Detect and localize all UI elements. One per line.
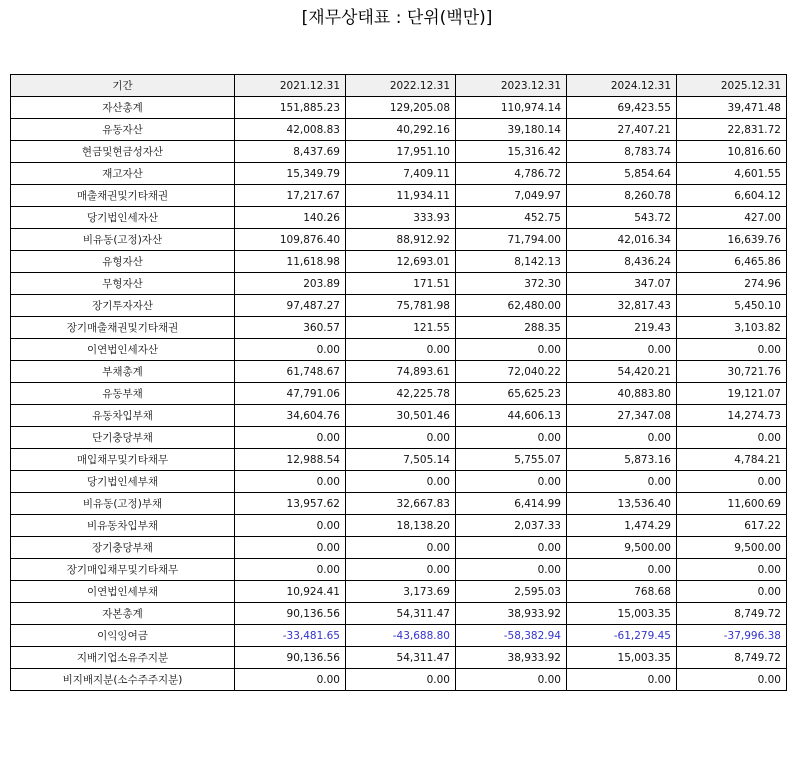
value-cell: 543.72 bbox=[567, 207, 677, 229]
value-cell: 54,420.21 bbox=[567, 361, 677, 383]
value-cell: 71,794.00 bbox=[456, 229, 567, 251]
row-label: 유동부채 bbox=[11, 383, 235, 405]
table-row bbox=[11, 427, 787, 449]
value-cell: 12,988.54 bbox=[235, 449, 346, 471]
balance-sheet-table bbox=[10, 74, 787, 691]
row-label: 장기매출채권및기타채권 bbox=[11, 317, 235, 339]
value-cell: 4,601.55 bbox=[677, 163, 787, 185]
value-cell: 129,205.08 bbox=[346, 97, 456, 119]
value-cell: 0.00 bbox=[235, 537, 346, 559]
row-label: 비유동(고정)자산 bbox=[11, 229, 235, 251]
table-row bbox=[11, 185, 787, 207]
value-cell: 42,008.83 bbox=[235, 119, 346, 141]
row-label: 이익잉여금 bbox=[11, 625, 235, 647]
value-cell: 8,749.72 bbox=[677, 647, 787, 669]
value-cell: 42,016.34 bbox=[567, 229, 677, 251]
value-cell: 38,933.92 bbox=[456, 647, 567, 669]
value-cell: 219.43 bbox=[567, 317, 677, 339]
row-label: 유동자산 bbox=[11, 119, 235, 141]
table-header-row bbox=[11, 75, 787, 97]
value-cell: 8,437.69 bbox=[235, 141, 346, 163]
value-cell: 14,274.73 bbox=[677, 405, 787, 427]
table-row bbox=[11, 647, 787, 669]
value-cell: 19,121.07 bbox=[677, 383, 787, 405]
value-cell: 44,606.13 bbox=[456, 405, 567, 427]
value-cell: 47,791.06 bbox=[235, 383, 346, 405]
value-cell: 15,316.42 bbox=[456, 141, 567, 163]
value-cell: 360.57 bbox=[235, 317, 346, 339]
value-cell: 0.00 bbox=[677, 339, 787, 361]
table-row bbox=[11, 405, 787, 427]
value-cell: 11,934.11 bbox=[346, 185, 456, 207]
row-label: 매입채무및기타채무 bbox=[11, 449, 235, 471]
year-header: 2025.12.31 bbox=[677, 75, 787, 97]
row-label: 유동차입부채 bbox=[11, 405, 235, 427]
value-cell: 6,465.86 bbox=[677, 251, 787, 273]
value-cell: 0.00 bbox=[346, 537, 456, 559]
table-row bbox=[11, 361, 787, 383]
value-cell: 0.00 bbox=[346, 471, 456, 493]
value-cell: 768.68 bbox=[567, 581, 677, 603]
year-header: 2024.12.31 bbox=[567, 75, 677, 97]
value-cell: 0.00 bbox=[346, 559, 456, 581]
table-row bbox=[11, 317, 787, 339]
value-cell: 9,500.00 bbox=[677, 537, 787, 559]
value-cell: 54,311.47 bbox=[346, 647, 456, 669]
value-cell: 72,040.22 bbox=[456, 361, 567, 383]
value-cell: 15,349.79 bbox=[235, 163, 346, 185]
value-cell: 0.00 bbox=[456, 669, 567, 691]
value-cell: 347.07 bbox=[567, 273, 677, 295]
value-cell: 274.96 bbox=[677, 273, 787, 295]
value-cell: 0.00 bbox=[567, 669, 677, 691]
table-row bbox=[11, 581, 787, 603]
value-cell: 12,693.01 bbox=[346, 251, 456, 273]
value-cell: 2,037.33 bbox=[456, 515, 567, 537]
value-cell: 0.00 bbox=[456, 339, 567, 361]
value-cell: 62,480.00 bbox=[456, 295, 567, 317]
value-cell: 0.00 bbox=[567, 427, 677, 449]
value-cell: 27,347.08 bbox=[567, 405, 677, 427]
value-cell: 10,816.60 bbox=[677, 141, 787, 163]
value-cell: 13,957.62 bbox=[235, 493, 346, 515]
value-cell: 30,721.76 bbox=[677, 361, 787, 383]
value-cell: 3,173.69 bbox=[346, 581, 456, 603]
value-cell: 0.00 bbox=[346, 427, 456, 449]
value-cell: 13,536.40 bbox=[567, 493, 677, 515]
value-cell: 97,487.27 bbox=[235, 295, 346, 317]
value-cell: 54,311.47 bbox=[346, 603, 456, 625]
value-cell: 69,423.55 bbox=[567, 97, 677, 119]
table-row bbox=[11, 119, 787, 141]
value-cell: 88,912.92 bbox=[346, 229, 456, 251]
row-label: 부채총계 bbox=[11, 361, 235, 383]
value-cell: 0.00 bbox=[235, 471, 346, 493]
value-cell: -43,688.80 bbox=[346, 625, 456, 647]
value-cell: 140.26 bbox=[235, 207, 346, 229]
value-cell: 22,831.72 bbox=[677, 119, 787, 141]
value-cell: 0.00 bbox=[235, 559, 346, 581]
table-row bbox=[11, 163, 787, 185]
value-cell: 5,755.07 bbox=[456, 449, 567, 471]
value-cell: 74,893.61 bbox=[346, 361, 456, 383]
table-row bbox=[11, 669, 787, 691]
value-cell: 0.00 bbox=[456, 427, 567, 449]
value-cell: 17,951.10 bbox=[346, 141, 456, 163]
row-label: 장기투자자산 bbox=[11, 295, 235, 317]
value-cell: 8,142.13 bbox=[456, 251, 567, 273]
value-cell: 42,225.78 bbox=[346, 383, 456, 405]
value-cell: 3,103.82 bbox=[677, 317, 787, 339]
table-body bbox=[11, 97, 787, 691]
value-cell: 0.00 bbox=[677, 669, 787, 691]
value-cell: 75,781.98 bbox=[346, 295, 456, 317]
value-cell: 39,471.48 bbox=[677, 97, 787, 119]
value-cell: 372.30 bbox=[456, 273, 567, 295]
value-cell: 0.00 bbox=[235, 339, 346, 361]
value-cell: 30,501.46 bbox=[346, 405, 456, 427]
value-cell: 90,136.56 bbox=[235, 603, 346, 625]
value-cell: 0.00 bbox=[346, 339, 456, 361]
row-label: 이연법인세자산 bbox=[11, 339, 235, 361]
table-row bbox=[11, 97, 787, 119]
value-cell: 8,749.72 bbox=[677, 603, 787, 625]
value-cell: 0.00 bbox=[346, 669, 456, 691]
value-cell: 203.89 bbox=[235, 273, 346, 295]
value-cell: 151,885.23 bbox=[235, 97, 346, 119]
row-label: 자산총계 bbox=[11, 97, 235, 119]
value-cell: -58,382.94 bbox=[456, 625, 567, 647]
value-cell: 65,625.23 bbox=[456, 383, 567, 405]
value-cell: 0.00 bbox=[567, 471, 677, 493]
value-cell: 171.51 bbox=[346, 273, 456, 295]
value-cell: 15,003.35 bbox=[567, 647, 677, 669]
row-label: 당기법인세부채 bbox=[11, 471, 235, 493]
value-cell: 7,049.97 bbox=[456, 185, 567, 207]
row-label: 당기법인세자산 bbox=[11, 207, 235, 229]
value-cell: 121.55 bbox=[346, 317, 456, 339]
value-cell: 34,604.76 bbox=[235, 405, 346, 427]
value-cell: 8,260.78 bbox=[567, 185, 677, 207]
row-label: 비지배지분(소수주주지분) bbox=[11, 669, 235, 691]
value-cell: 4,786.72 bbox=[456, 163, 567, 185]
value-cell: 0.00 bbox=[235, 515, 346, 537]
table-row bbox=[11, 559, 787, 581]
value-cell: 110,974.14 bbox=[456, 97, 567, 119]
value-cell: 8,783.74 bbox=[567, 141, 677, 163]
period-header: 기간 bbox=[11, 75, 235, 97]
value-cell: 38,933.92 bbox=[456, 603, 567, 625]
value-cell: 11,618.98 bbox=[235, 251, 346, 273]
value-cell: 0.00 bbox=[677, 559, 787, 581]
value-cell: 0.00 bbox=[235, 427, 346, 449]
row-label: 비유동(고정)부채 bbox=[11, 493, 235, 515]
value-cell: 0.00 bbox=[456, 471, 567, 493]
value-cell: 6,414.99 bbox=[456, 493, 567, 515]
year-header: 2022.12.31 bbox=[346, 75, 456, 97]
table-row bbox=[11, 207, 787, 229]
table-row bbox=[11, 273, 787, 295]
row-label: 유형자산 bbox=[11, 251, 235, 273]
table-row bbox=[11, 251, 787, 273]
value-cell: 288.35 bbox=[456, 317, 567, 339]
table-row bbox=[11, 295, 787, 317]
value-cell: 17,217.67 bbox=[235, 185, 346, 207]
table-row bbox=[11, 339, 787, 361]
row-label: 재고자산 bbox=[11, 163, 235, 185]
value-cell: 0.00 bbox=[456, 537, 567, 559]
table-row bbox=[11, 449, 787, 471]
value-cell: 10,924.41 bbox=[235, 581, 346, 603]
value-cell: 18,138.20 bbox=[346, 515, 456, 537]
value-cell: 40,292.16 bbox=[346, 119, 456, 141]
value-cell: 109,876.40 bbox=[235, 229, 346, 251]
value-cell: 15,003.35 bbox=[567, 603, 677, 625]
value-cell: 39,180.14 bbox=[456, 119, 567, 141]
row-label: 장기매입채무및기타채무 bbox=[11, 559, 235, 581]
value-cell: 61,748.67 bbox=[235, 361, 346, 383]
value-cell: 90,136.56 bbox=[235, 647, 346, 669]
table-row bbox=[11, 141, 787, 163]
value-cell: 16,639.76 bbox=[677, 229, 787, 251]
value-cell: 0.00 bbox=[567, 559, 677, 581]
row-label: 자본총계 bbox=[11, 603, 235, 625]
year-header: 2023.12.31 bbox=[456, 75, 567, 97]
table-row bbox=[11, 537, 787, 559]
value-cell: 27,407.21 bbox=[567, 119, 677, 141]
value-cell: 8,436.24 bbox=[567, 251, 677, 273]
value-cell: 0.00 bbox=[235, 669, 346, 691]
value-cell: 5,450.10 bbox=[677, 295, 787, 317]
table-row bbox=[11, 603, 787, 625]
value-cell: 452.75 bbox=[456, 207, 567, 229]
value-cell: -33,481.65 bbox=[235, 625, 346, 647]
table-row bbox=[11, 229, 787, 251]
value-cell: 5,854.64 bbox=[567, 163, 677, 185]
value-cell: 7,409.11 bbox=[346, 163, 456, 185]
row-label: 이연법인세부채 bbox=[11, 581, 235, 603]
value-cell: 5,873.16 bbox=[567, 449, 677, 471]
value-cell: 4,784.21 bbox=[677, 449, 787, 471]
value-cell: 1,474.29 bbox=[567, 515, 677, 537]
page-title: [재무상태표 : 단위(백만)] bbox=[301, 8, 493, 28]
value-cell: 2,595.03 bbox=[456, 581, 567, 603]
value-cell: 0.00 bbox=[677, 581, 787, 603]
value-cell: 427.00 bbox=[677, 207, 787, 229]
table-row bbox=[11, 625, 787, 647]
value-cell: 11,600.69 bbox=[677, 493, 787, 515]
row-label: 장기충당부채 bbox=[11, 537, 235, 559]
table-row bbox=[11, 515, 787, 537]
value-cell: -37,996.38 bbox=[677, 625, 787, 647]
value-cell: 617.22 bbox=[677, 515, 787, 537]
value-cell: 40,883.80 bbox=[567, 383, 677, 405]
row-label: 비유동차입부채 bbox=[11, 515, 235, 537]
table-row bbox=[11, 471, 787, 493]
value-cell: 0.00 bbox=[456, 559, 567, 581]
table-row bbox=[11, 493, 787, 515]
table-row bbox=[11, 383, 787, 405]
value-cell: 0.00 bbox=[677, 427, 787, 449]
year-header: 2021.12.31 bbox=[235, 75, 346, 97]
value-cell: 32,817.43 bbox=[567, 295, 677, 317]
value-cell: 6,604.12 bbox=[677, 185, 787, 207]
value-cell: 0.00 bbox=[567, 339, 677, 361]
row-label: 단기충당부채 bbox=[11, 427, 235, 449]
row-label: 무형자산 bbox=[11, 273, 235, 295]
value-cell: 9,500.00 bbox=[567, 537, 677, 559]
value-cell: 32,667.83 bbox=[346, 493, 456, 515]
row-label: 매출채권및기타채권 bbox=[11, 185, 235, 207]
row-label: 지배기업소유주지분 bbox=[11, 647, 235, 669]
value-cell: -61,279.45 bbox=[567, 625, 677, 647]
value-cell: 333.93 bbox=[346, 207, 456, 229]
row-label: 현금및현금성자산 bbox=[11, 141, 235, 163]
value-cell: 0.00 bbox=[677, 471, 787, 493]
value-cell: 7,505.14 bbox=[346, 449, 456, 471]
